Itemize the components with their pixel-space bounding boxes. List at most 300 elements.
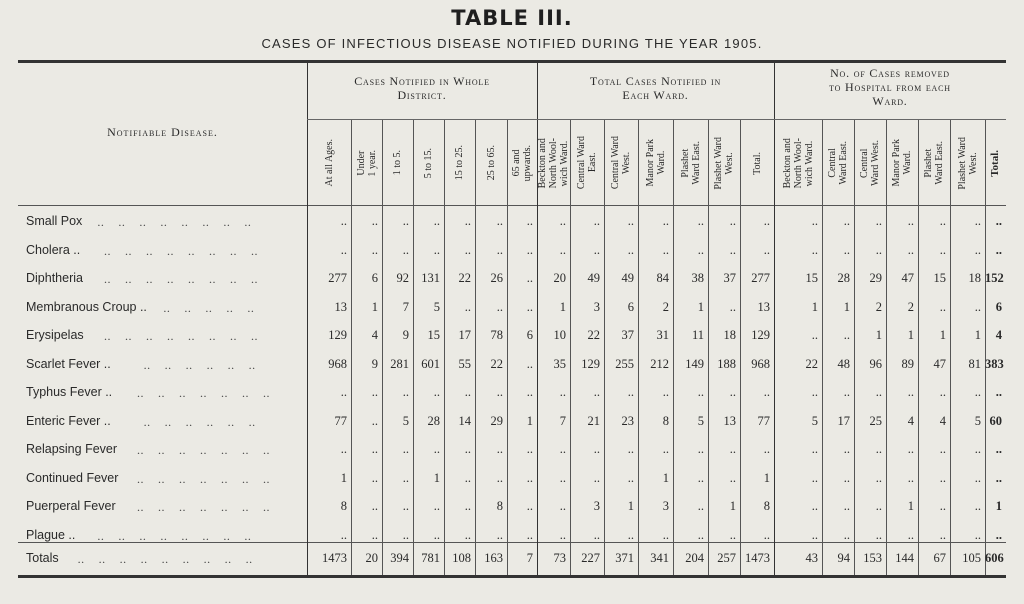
table-cell: .. — [464, 470, 471, 485]
column-header-label: Under 1 year. — [355, 149, 378, 177]
table-cell: .. — [559, 527, 566, 542]
table-cell: .. — [526, 499, 533, 513]
column-header — [604, 120, 638, 206]
table-cell: 257 — [717, 551, 736, 565]
table-cell: 1 — [340, 470, 347, 485]
table-cell: .. — [433, 499, 440, 513]
table-row — [0, 294, 1024, 322]
notifiable-disease-header: Notifiable Disease. — [107, 125, 218, 139]
table-cell: .. — [843, 527, 850, 542]
table-cell: 8 — [496, 499, 503, 513]
table-cell: .. — [662, 385, 669, 399]
table-cell: .. — [627, 442, 634, 456]
table-cell: .. — [433, 527, 440, 542]
table-cell: .. — [464, 527, 471, 542]
table-cell: .. — [974, 442, 981, 456]
table-cell: .. — [593, 385, 600, 399]
leader-dots: .. .. .. .. .. .. .. — [137, 386, 270, 400]
table-cell: 13 — [723, 413, 736, 428]
table-cell: .. — [939, 499, 946, 513]
table-cell: .. — [402, 442, 409, 456]
table-cell: .. — [811, 442, 818, 456]
table-cell: .. — [763, 442, 770, 456]
table-cell: .. — [662, 214, 669, 228]
table-cell: .. — [464, 299, 471, 314]
table-cell: .. — [697, 214, 704, 228]
table-cell: 1 — [907, 499, 914, 513]
table-cell: 9 — [371, 356, 378, 371]
table-cell: 204 — [685, 551, 704, 565]
table-cell: .. — [939, 385, 946, 399]
column-header-label: At all Ages. — [323, 139, 335, 187]
table-cell: .. — [593, 470, 600, 485]
table-row — [0, 265, 1024, 293]
table-cell: 1 — [875, 328, 882, 342]
disease-label: Totals — [26, 551, 59, 565]
table-cell: .. — [559, 499, 566, 513]
table-cell: 144 — [895, 551, 914, 565]
table-cell: .. — [697, 242, 704, 257]
table-cell: .. — [627, 214, 634, 228]
table-cell: .. — [811, 328, 818, 342]
leader-dots: .. .. .. .. .. .. .. .. — [104, 243, 258, 258]
table-cell: .. — [464, 499, 471, 513]
table-cell: .. — [843, 385, 850, 399]
table-cell: 383 — [985, 356, 1004, 371]
table-cell: .. — [939, 242, 946, 257]
table-cell: 6 — [526, 328, 533, 342]
bottom-rule — [18, 575, 1006, 578]
table-cell: .. — [526, 442, 533, 456]
disease-label: Typhus Fever .. — [26, 385, 113, 399]
table-cell: 606 — [985, 551, 1004, 565]
table-cell: 31 — [656, 328, 669, 342]
column-header — [886, 120, 918, 206]
table-cell: 38 — [691, 271, 704, 285]
column-header-label: 1 to 5. — [392, 150, 403, 176]
table-cell: 18 — [968, 271, 981, 285]
table-cell: 394 — [390, 551, 409, 565]
table-cell: .. — [939, 470, 946, 485]
table-cell: 5 — [811, 413, 818, 428]
column-header-label: Plashet Ward West. — [713, 136, 735, 190]
table-cell: 5 — [402, 413, 409, 428]
leader-dots: .. .. .. .. .. .. .. — [137, 500, 270, 514]
table-cell: .. — [526, 527, 533, 542]
table-cell: 17 — [458, 328, 471, 342]
table-cell: 1 — [974, 328, 981, 342]
table-cell: .. — [340, 242, 347, 257]
table-cell: 3 — [593, 299, 600, 314]
table-cell: 1 — [811, 299, 818, 314]
column-header-label: Plashet Ward East. — [923, 141, 945, 185]
table-cell: 1 — [697, 299, 704, 314]
table-cell: 49 — [587, 271, 600, 285]
table-cell: .. — [433, 385, 440, 399]
table-cell: 22 — [458, 271, 471, 285]
table-cell: 47 — [933, 356, 946, 371]
column-header — [673, 120, 708, 206]
column-header — [570, 120, 604, 206]
table-cell: .. — [811, 242, 818, 257]
table-cell: 22 — [587, 328, 600, 342]
table-cell: 1473 — [745, 551, 770, 565]
table-cell: .. — [729, 527, 736, 542]
table-cell: 5 — [697, 413, 704, 428]
table-cell: .. — [697, 442, 704, 456]
leader-dots: .. .. .. .. .. .. .. .. — [97, 528, 252, 543]
table-cell: .. — [875, 214, 882, 228]
table-cell: .. — [729, 470, 736, 485]
table-cell: .. — [974, 242, 981, 257]
table-cell: .. — [974, 470, 981, 485]
table-cell: .. — [496, 442, 503, 456]
table-cell: .. — [371, 385, 378, 399]
table-cell: .. — [811, 385, 818, 399]
column-header — [413, 120, 444, 206]
table-cell: .. — [464, 442, 471, 456]
column-header-label: Plashet Ward West. — [956, 136, 979, 190]
column-header — [854, 120, 886, 206]
table-cell: .. — [433, 214, 440, 228]
table-cell: 20 — [553, 271, 566, 285]
table-cell: 4 — [995, 328, 1002, 342]
table-cell: .. — [875, 527, 882, 542]
column-header-label: 15 to 25. — [454, 145, 465, 181]
table-cell: .. — [974, 385, 981, 399]
table-cell: .. — [627, 242, 634, 257]
table-cell: 22 — [490, 356, 503, 371]
table-cell: 13 — [757, 299, 770, 314]
table-cell: 25 — [869, 413, 882, 428]
table-cell: .. — [697, 527, 704, 542]
table-cell: .. — [875, 385, 882, 399]
table-cell: 94 — [837, 551, 850, 565]
table-cell: 84 — [656, 271, 669, 285]
table-cell: .. — [627, 385, 634, 399]
table-cell: 277 — [328, 271, 347, 285]
table-cell: 10 — [553, 328, 566, 342]
table-cell: .. — [843, 328, 850, 342]
table-cell: .. — [496, 527, 503, 542]
column-header-label: Central Ward East. — [576, 136, 598, 190]
column-header — [351, 120, 382, 206]
table-cell: 129 — [328, 328, 347, 342]
table-cell: .. — [763, 214, 770, 228]
table-cell: .. — [974, 499, 981, 513]
table-row — [0, 436, 1024, 464]
table-cell: 1473 — [322, 551, 347, 565]
table-cell: 7 — [559, 413, 566, 428]
table-cell: 1 — [843, 299, 850, 314]
column-header-label: Central Ward West. — [859, 140, 881, 186]
table-cell: .. — [843, 470, 850, 485]
table-cell: .. — [662, 242, 669, 257]
column-header-label: Total. — [751, 151, 763, 175]
table-cell: 5 — [974, 413, 981, 428]
table-cell: .. — [526, 214, 533, 228]
table-cell: 371 — [615, 551, 634, 565]
table-row — [0, 208, 1024, 236]
column-header-label: Central Ward West. — [610, 136, 632, 190]
table-cell: .. — [697, 470, 704, 485]
table-cell: .. — [526, 242, 533, 257]
table-cell: 2 — [875, 299, 882, 314]
table-cell: 23 — [621, 413, 634, 428]
table-cell: .. — [371, 442, 378, 456]
table-cell: .. — [559, 242, 566, 257]
table-cell: .. — [371, 242, 378, 257]
table-row — [0, 237, 1024, 265]
table-cell: 6 — [627, 299, 634, 314]
table-cell: 1 — [526, 413, 533, 428]
table-row — [0, 465, 1024, 493]
table-cell: .. — [464, 214, 471, 228]
table-cell: 17 — [837, 413, 850, 428]
table-cell: 2 — [662, 299, 669, 314]
table-cell: .. — [939, 299, 946, 314]
table-cell: 129 — [751, 328, 770, 342]
table-cell: 73 — [553, 551, 566, 565]
table-row — [0, 493, 1024, 521]
disease-label: Diphtheria — [26, 271, 83, 285]
column-header — [537, 120, 570, 206]
column-header-label: Total. — [989, 149, 1001, 177]
table-cell: 14 — [458, 413, 471, 428]
table-cell: .. — [974, 527, 981, 542]
column-header — [950, 120, 985, 206]
table-cell: .. — [559, 442, 566, 456]
table-cell: 3 — [593, 499, 600, 513]
table-cell: 13 — [334, 299, 347, 314]
leader-dots: .. .. .. .. .. .. .. .. — [97, 215, 252, 229]
table-cell: 9 — [402, 328, 409, 342]
table-cell: 8 — [340, 499, 347, 513]
table-cell: 81 — [968, 356, 981, 371]
table-cell: 601 — [421, 356, 440, 371]
disease-label: Membranous Croup .. — [26, 299, 147, 314]
leader-dots: .. .. .. .. .. .. .. .. — [104, 272, 258, 286]
table-cell: .. — [875, 470, 882, 485]
table-cell: .. — [939, 442, 946, 456]
table-cell: .. — [763, 527, 770, 542]
table-cell: 8 — [662, 413, 669, 428]
column-header — [985, 120, 1006, 206]
table-cell: .. — [875, 442, 882, 456]
table-cell: .. — [995, 214, 1002, 228]
disease-label: Relapsing Fever — [26, 442, 118, 456]
table-cell: 11 — [691, 328, 704, 342]
column-header — [507, 120, 537, 206]
column-header — [382, 120, 413, 206]
table-row — [0, 379, 1024, 407]
table-cell: .. — [559, 214, 566, 228]
column-header — [444, 120, 475, 206]
table-cell: .. — [729, 242, 736, 257]
leader-dots: .. .. .. .. .. .. .. — [137, 471, 270, 486]
table-cell: .. — [402, 214, 409, 228]
table-cell: 1 — [433, 470, 440, 485]
table-cell: .. — [433, 242, 440, 257]
table-cell: 96 — [869, 356, 882, 371]
table-cell: .. — [907, 385, 914, 399]
table-cell: 37 — [621, 328, 634, 342]
table-cell: .. — [811, 527, 818, 542]
table-cell: 1 — [939, 328, 946, 342]
column-header-label: Central Ward East. — [827, 141, 849, 185]
table-row — [0, 351, 1024, 379]
table-cell: 4 — [907, 413, 914, 428]
table-cell: .. — [526, 470, 533, 485]
table-cell: 341 — [650, 551, 669, 565]
table-cell: 4 — [939, 413, 946, 428]
table-cell: 1 — [371, 299, 378, 314]
table-cell: .. — [811, 470, 818, 485]
table-cell: 18 — [723, 328, 736, 342]
table-cell: 1 — [729, 499, 736, 513]
table-cell: .. — [843, 214, 850, 228]
column-header-label: Manor Park Ward. — [644, 139, 667, 187]
disease-label: Plague .. — [26, 527, 76, 542]
group-header: No. of Cases removed to Hospital from each Ward. — [829, 66, 951, 108]
table-cell: .. — [907, 470, 914, 485]
table-cell: .. — [811, 214, 818, 228]
table-cell: .. — [559, 470, 566, 485]
table-cell: 5 — [433, 299, 440, 314]
leader-dots: .. .. .. .. .. — [163, 300, 255, 315]
table-cell: .. — [907, 442, 914, 456]
leader-dots: .. .. .. .. .. .. .. — [137, 443, 270, 457]
table-cell: 2 — [907, 299, 914, 314]
table-cell: 1 — [995, 499, 1002, 513]
table-cell: 152 — [985, 271, 1004, 285]
table-cell: 15 — [427, 328, 440, 342]
table-cell: .. — [662, 442, 669, 456]
column-header-label: 25 to 65. — [485, 145, 497, 181]
table-cell: .. — [526, 356, 533, 371]
table-cell: 22 — [805, 356, 818, 371]
totals-row — [0, 545, 1024, 573]
table-cell: 7 — [402, 299, 409, 314]
disease-label: Small Pox — [26, 214, 83, 228]
table-cell: .. — [729, 214, 736, 228]
column-header — [708, 120, 740, 206]
column-header-label: Beckton and North Wool- wich Ward. — [537, 137, 570, 189]
table-cell: 188 — [717, 356, 736, 371]
leader-dots: .. .. .. .. .. .. — [143, 357, 256, 372]
table-cell: 47 — [901, 271, 914, 285]
leader-dots: .. .. .. .. .. .. .. .. .. — [77, 552, 253, 566]
table-cell: 43 — [805, 551, 818, 565]
table-cell: 21 — [587, 413, 600, 428]
table-cell: 149 — [685, 356, 704, 371]
table-cell: 6 — [371, 271, 378, 285]
table-cell: .. — [995, 527, 1002, 542]
table-cell: .. — [811, 499, 818, 513]
table-cell: .. — [340, 214, 347, 228]
table-cell: 28 — [427, 413, 440, 428]
table-cell: .. — [402, 242, 409, 257]
group-header: Total Cases Notified in Each Ward. — [589, 74, 722, 102]
table-cell: .. — [627, 470, 634, 485]
table-cell: 1 — [763, 470, 770, 485]
table-cell: 8 — [763, 499, 770, 513]
table-cell: .. — [593, 442, 600, 456]
table-cell: 15 — [933, 271, 946, 285]
table-cell: 277 — [751, 271, 770, 285]
table-cell: 48 — [837, 356, 850, 371]
table-cell: 4 — [371, 328, 378, 342]
table-cell: .. — [907, 214, 914, 228]
table-cell: 1 — [907, 328, 914, 342]
table-cell: 37 — [723, 271, 736, 285]
table-cell: .. — [939, 527, 946, 542]
table-cell: 49 — [621, 271, 634, 285]
table-cell: 129 — [581, 356, 600, 371]
table-cell: 968 — [751, 356, 770, 371]
table-cell: .. — [662, 527, 669, 542]
table-cell: .. — [402, 527, 409, 542]
table-cell: 1 — [627, 499, 634, 513]
table-cell: 92 — [396, 271, 409, 285]
disease-label: Puerperal Fever — [26, 499, 116, 513]
table-cell: 20 — [365, 551, 378, 565]
table-cell: .. — [496, 470, 503, 485]
table-cell: 7 — [526, 551, 533, 565]
table-cell: .. — [907, 527, 914, 542]
table-cell: 26 — [490, 271, 503, 285]
table-cell: 35 — [553, 356, 566, 371]
table-cell: 131 — [421, 271, 440, 285]
table-cell: .. — [593, 242, 600, 257]
table-title: TABLE III. — [451, 6, 573, 30]
column-header-label: Manor Park Ward. — [891, 139, 913, 187]
table-cell: 67 — [933, 551, 946, 565]
table-cell: 1 — [559, 299, 566, 314]
table-cell: 6 — [995, 299, 1002, 314]
table-cell: .. — [729, 299, 736, 314]
table-cell: .. — [496, 385, 503, 399]
table-cell: .. — [697, 499, 704, 513]
table-cell: .. — [496, 242, 503, 257]
table-cell: .. — [340, 385, 347, 399]
table-cell: 89 — [901, 356, 914, 371]
table-cell: 968 — [328, 356, 347, 371]
table-cell: 78 — [490, 328, 503, 342]
column-header-label: Beckton and North Wool- wich Ward. — [781, 137, 815, 189]
column-header — [774, 120, 822, 206]
table-cell: .. — [995, 470, 1002, 485]
table-cell: .. — [907, 242, 914, 257]
table-cell: .. — [593, 214, 600, 228]
column-header — [740, 120, 774, 206]
table-cell: .. — [939, 214, 946, 228]
column-header — [475, 120, 507, 206]
table-cell: 29 — [869, 271, 882, 285]
table-cell: .. — [371, 499, 378, 513]
table-cell: .. — [402, 385, 409, 399]
column-header — [822, 120, 854, 206]
table-cell: .. — [371, 214, 378, 228]
table-cell: .. — [843, 442, 850, 456]
table-cell: 212 — [650, 356, 669, 371]
table-cell: .. — [340, 527, 347, 542]
table-cell: .. — [496, 299, 503, 314]
table-cell: 55 — [458, 356, 471, 371]
table-cell: .. — [371, 527, 378, 542]
column-header-label: Plashet Ward East. — [679, 141, 702, 185]
table-cell: .. — [559, 385, 566, 399]
